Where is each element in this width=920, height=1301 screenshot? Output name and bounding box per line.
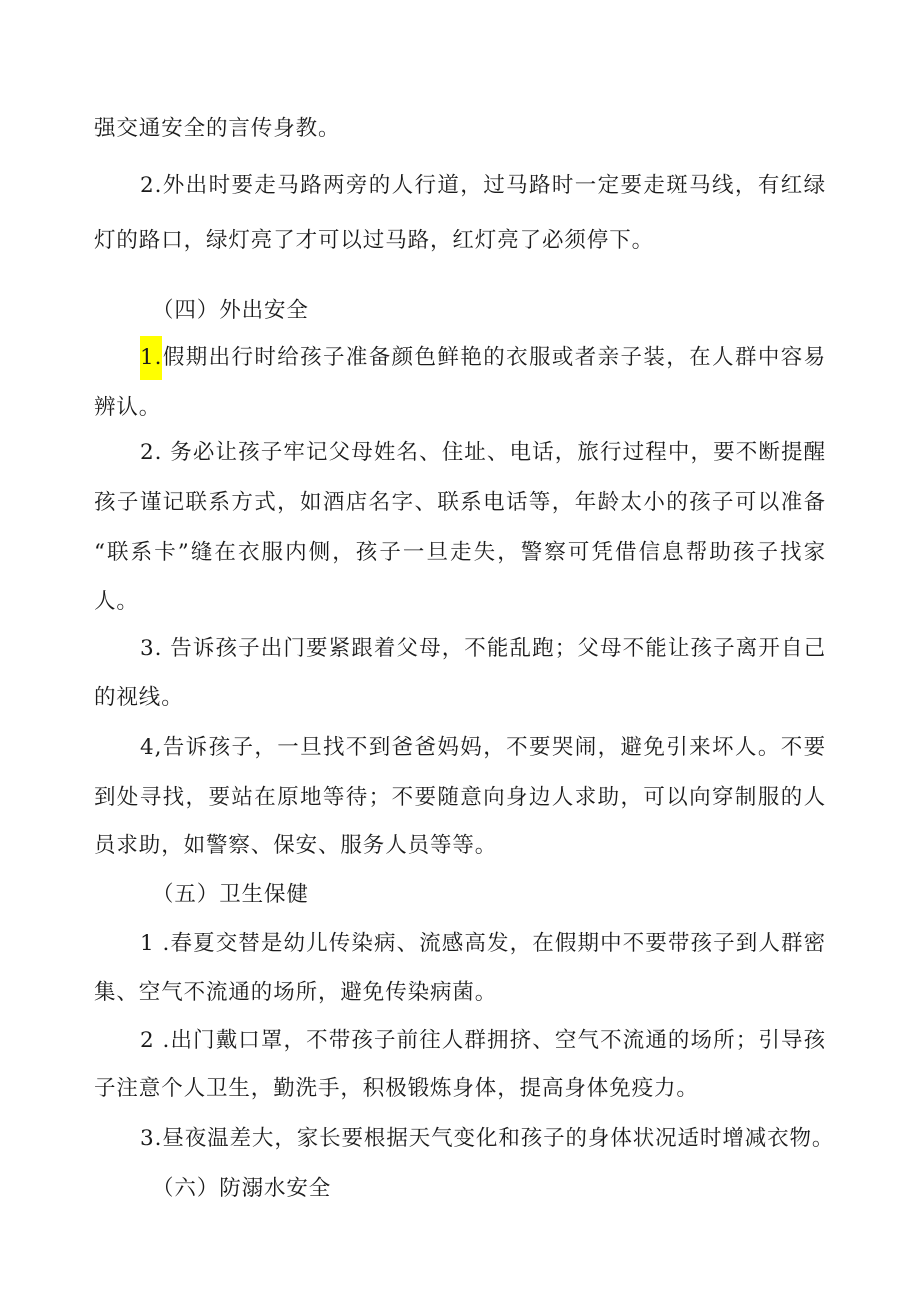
section-heading: （六）防溺水安全 [152, 1176, 332, 1201]
paragraph-line: 2. 务必让孩子牢记父母姓名、住址、电话，旅行过程中，要不断提醒 [140, 440, 826, 465]
paragraph-line: 强交通安全的言传身教。 [94, 116, 341, 141]
paragraph-line: 3.昼夜温差大，家长要根据天气变化和孩子的身体状况适时增减衣物。 [140, 1126, 835, 1151]
paragraph-line: 人。 [94, 589, 139, 614]
paragraph-line: 灯的路口，绿灯亮了才可以过马路，红灯亮了必须停下。 [94, 228, 655, 253]
paragraph-line: 2 .出门戴口罩，不带孩子前往人群拥挤、空气不流通的场所；引导孩 [140, 1028, 826, 1053]
paragraph-line: 员求助，如警察、保安、服务人员等等。 [94, 833, 498, 858]
paragraph-line: “联系卡”缝在衣服内侧，孩子一旦走失，警察可凭借信息帮助孩子找家 [94, 540, 826, 565]
paragraph-line: 4,告诉孩子，一旦找不到爸爸妈妈，不要哭闹，避免引来坏人。不要 [140, 735, 826, 760]
paragraph-line: 孩子谨记联系方式，如酒店名字、联系电话等，年龄太小的孩子可以准备 [94, 490, 826, 515]
paragraph-line: 子注意个人卫生，勤洗手，积极锻炼身体，提高身体免疫力。 [94, 1076, 699, 1101]
paragraph-line: 3. 告诉孩子出门要紧跟着父母，不能乱跑；父母不能让孩子离开自己 [140, 636, 826, 661]
paragraph-text: 假期出行时给孩子准备颜色鲜艳的衣服或者亲子装，在人群中容易 [162, 345, 826, 370]
paragraph-line: 2.外出时要走马路两旁的人行道，过马路时一定要走斑马线，有红绿 [140, 173, 826, 198]
paragraph-line: 到处寻找，要站在原地等待；不要随意向身边人求助，可以向穿制服的人 [94, 785, 826, 810]
section-heading: （四）外出安全 [152, 298, 309, 323]
paragraph-line: 辨认。 [94, 395, 162, 420]
section-heading: （五）卫生保健 [152, 882, 309, 907]
highlight-marker: 1. [140, 336, 162, 380]
paragraph-line: 的视线。 [94, 685, 184, 710]
paragraph-line: 集、空气不流通的场所，避免传染病菌。 [94, 980, 498, 1005]
paragraph-line: 1 .春夏交替是幼儿传染病、流感高发，在假期中不要带孩子到人群密 [140, 931, 826, 956]
paragraph-line [140, 343, 826, 380]
